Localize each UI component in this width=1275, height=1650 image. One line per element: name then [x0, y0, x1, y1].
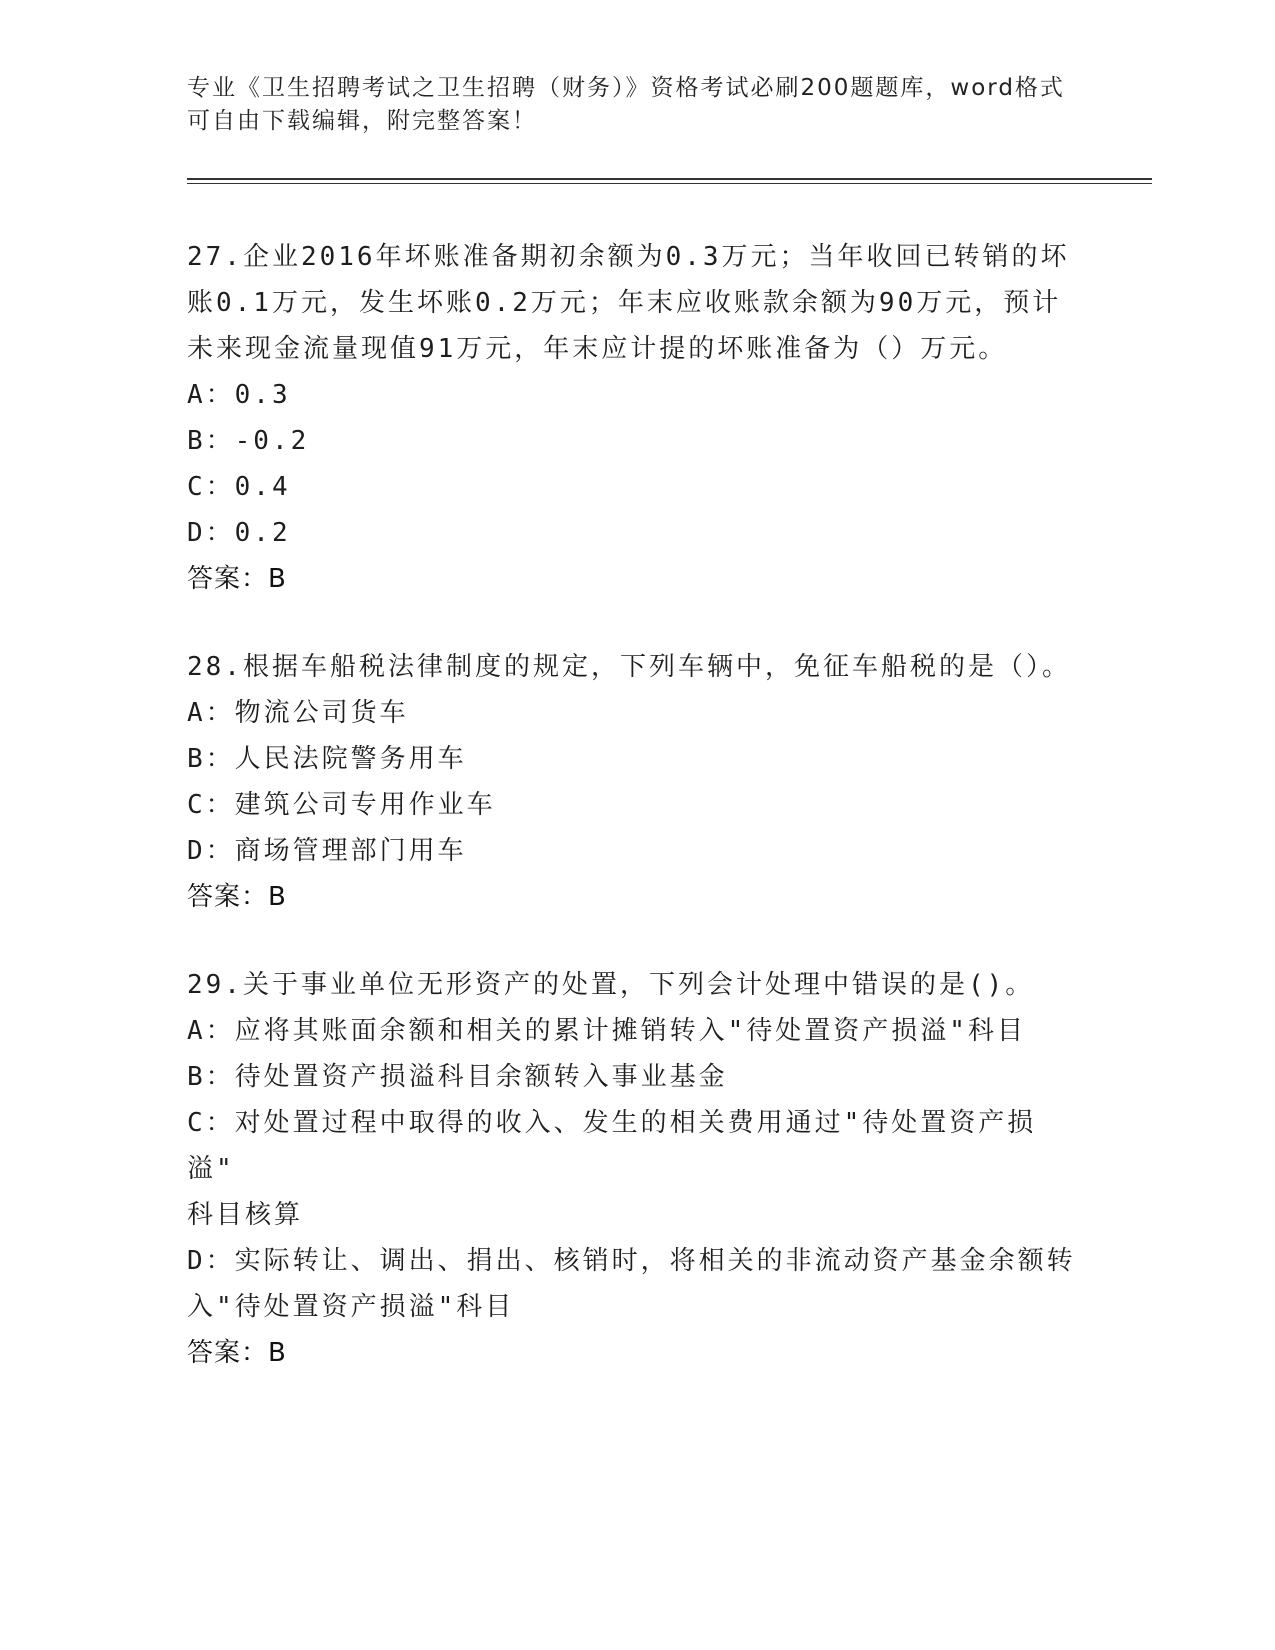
- answer-label: 答案：B: [187, 564, 287, 594]
- option-d: D：实际转让、调出、捐出、核销时，将相关的非流动资产基金余额转: [187, 1246, 1076, 1276]
- header-line-2: 可自由下载编辑，附完整答案！: [187, 108, 537, 134]
- header-rule-thick: [187, 178, 1152, 180]
- question-text-line: 29.关于事业单位无形资产的处置，下列会计处理中错误的是()。: [187, 970, 1035, 1000]
- option-d: D：0.2: [187, 518, 291, 548]
- document-header: [187, 72, 1067, 138]
- question-text-line: 28.根据车船税法律制度的规定，下列车辆中，免征车船税的是（）。: [187, 652, 1071, 682]
- option-c-continued: 科目核算: [187, 1200, 304, 1230]
- question-27: [187, 234, 1077, 602]
- option-a: A：应将其账面余额和相关的累计摊销转入"待处置资产损溢"科目: [187, 1016, 1026, 1046]
- answer-label: 答案：B: [187, 882, 287, 912]
- option-d-continued: 入"待处置资产损溢"科目: [187, 1292, 515, 1322]
- option-c: C：对处置过程中取得的收入、发生的相关费用通过"待处置资产损溢": [187, 1108, 1037, 1184]
- option-b: B：待处置资产损溢科目余额转入事业基金: [187, 1062, 728, 1092]
- option-b: B：-0.2: [187, 426, 310, 456]
- question-28: [187, 644, 1077, 920]
- option-c: C：0.4: [187, 472, 291, 502]
- option-d: D：商场管理部门用车: [187, 836, 467, 866]
- question-29: [187, 962, 1077, 1376]
- question-text-line: 27.企业2016年坏账准备期初余额为0.3万元；当年收回已转销的坏: [187, 242, 1070, 272]
- option-b: B：人民法院警务用车: [187, 744, 467, 774]
- option-a: A：0.3: [187, 380, 291, 410]
- option-a: A：物流公司货车: [187, 698, 409, 728]
- question-text-line: 账0.1万元，发生坏账0.2万元；年末应收账款余额为90万元，预计: [187, 288, 1062, 318]
- answer-label: 答案：B: [187, 1338, 287, 1368]
- question-text-line: 未来现金流量现值91万元，年末应计提的坏账准备为（）万元。: [187, 334, 1008, 364]
- question-list: [187, 234, 1077, 1418]
- option-c: C：建筑公司专用作业车: [187, 790, 496, 820]
- header-rule-thin: [187, 183, 1152, 184]
- header-line-1: 专业《卫生招聘考试之卫生招聘（财务）》资格考试必刷200题题库，word格式: [187, 75, 1065, 101]
